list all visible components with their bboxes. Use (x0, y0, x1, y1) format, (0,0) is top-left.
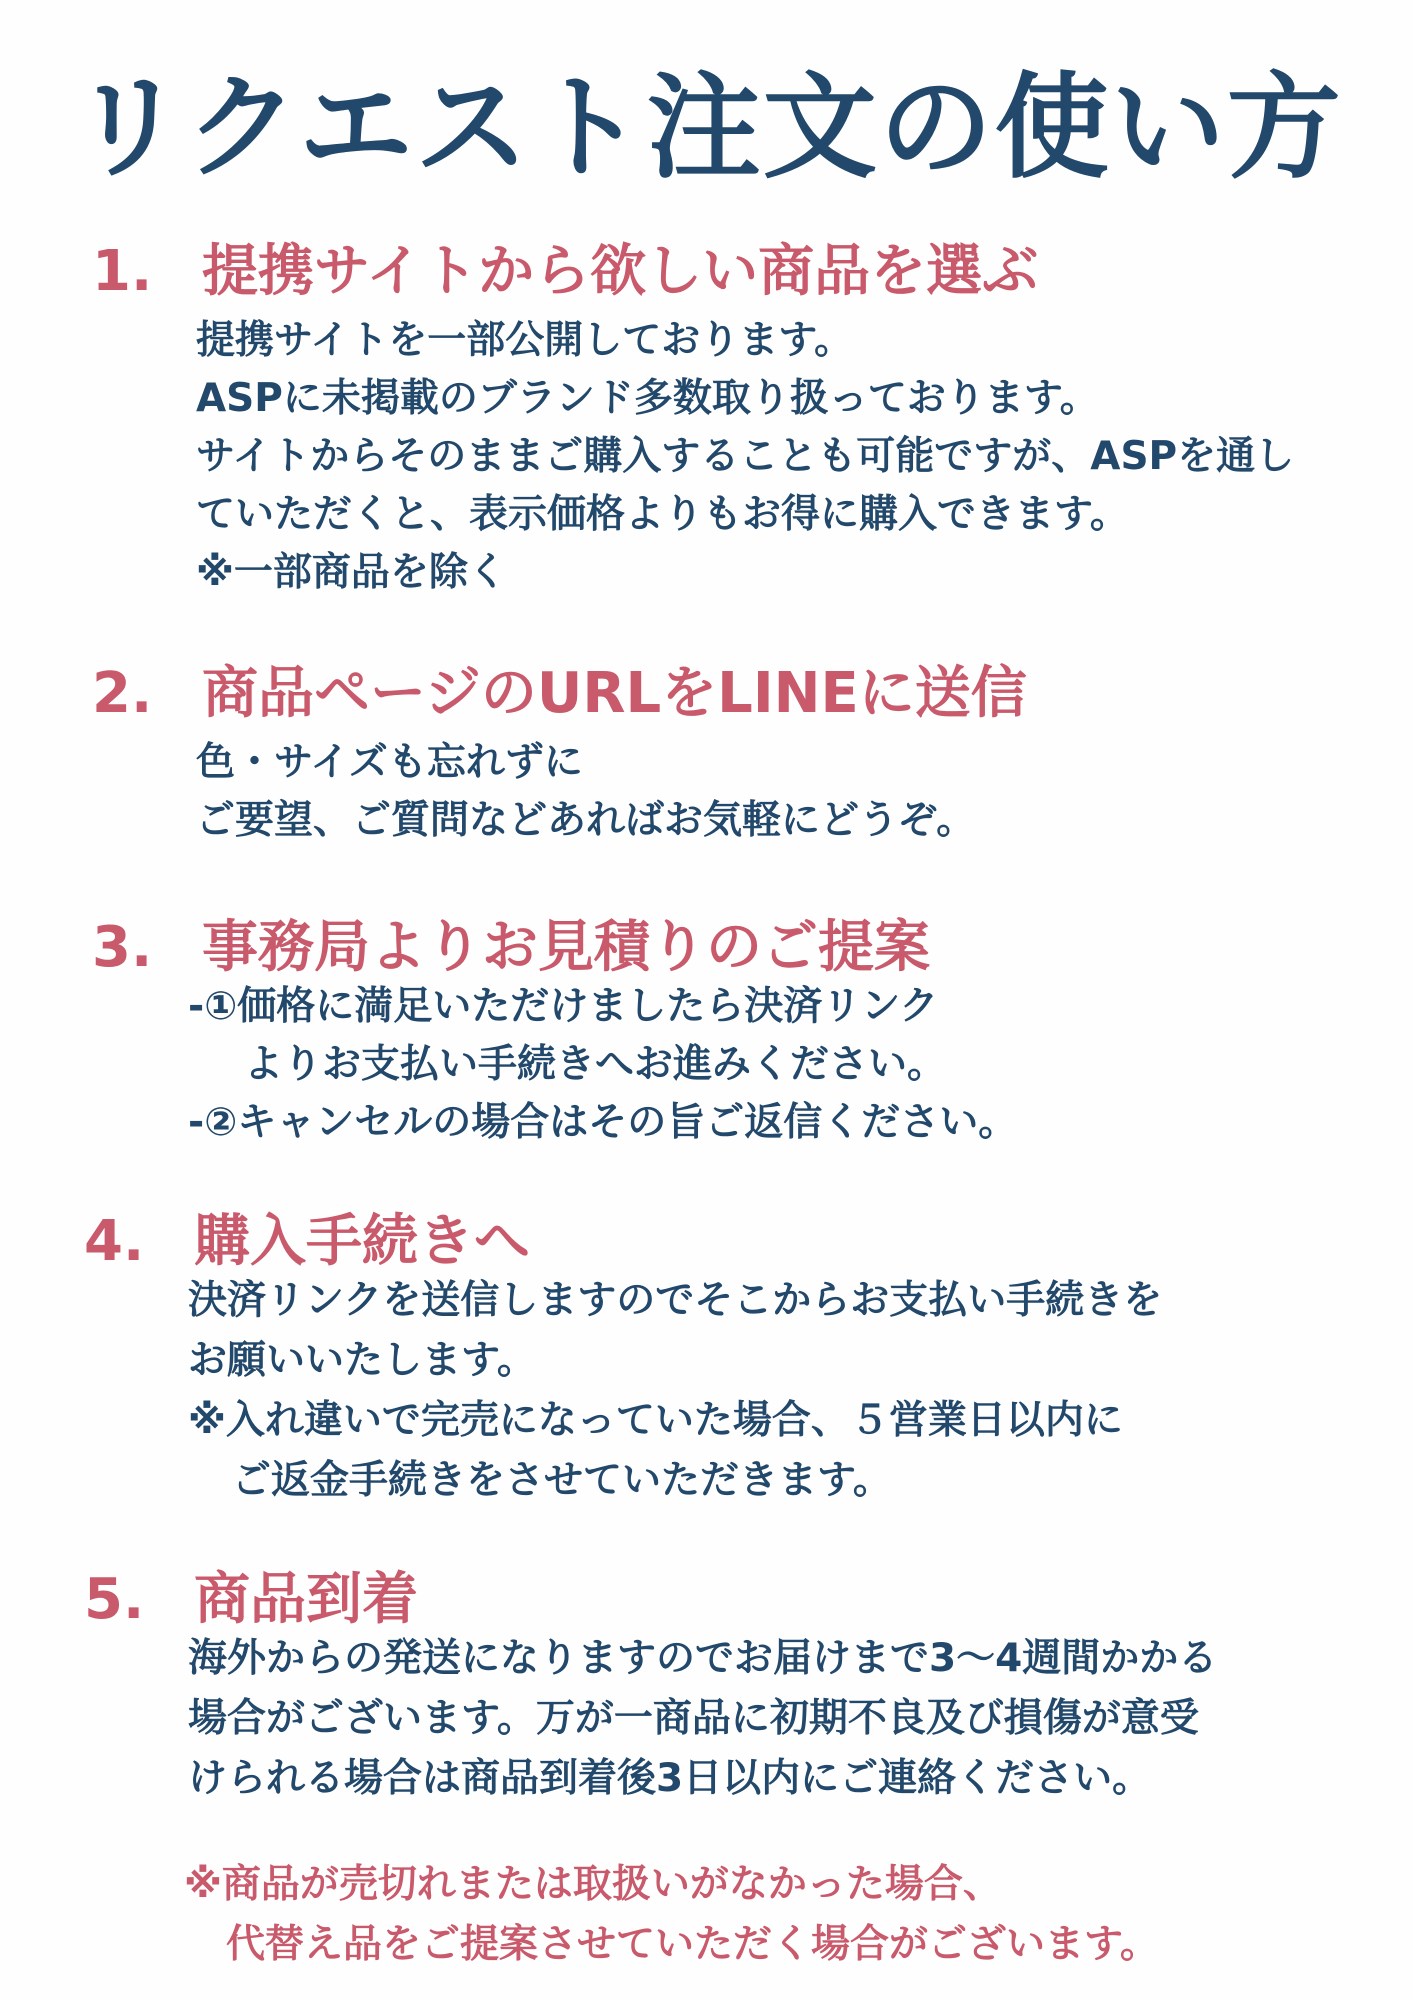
footer-note-line-1: ※商品が売切れまたは取扱いがなかった場合、 (184, 1862, 1002, 1907)
step-4-line-1: 決済リンクを送信しますのでそこからお支払い手続きを (188, 1278, 1163, 1323)
step-3-number: 3. (92, 915, 153, 980)
footer-note-line-2: 代替え品をご提案させていただく場合がございます。 (226, 1922, 1159, 1967)
step-5-heading (84, 1566, 418, 1634)
step-3-heading (92, 914, 930, 982)
step-4-line-3: ※入れ違いで完売になっていた場合、５営業日以内に (188, 1398, 1123, 1443)
step-3-line-2: よりお支払い手続きへお進みください。 (244, 1042, 947, 1087)
step-1-line-1: 提携サイトを一部公開しております。 (196, 318, 854, 363)
step-2-line-1: 色・サイズも忘れずに (196, 740, 583, 785)
step-2-number: 2. (92, 661, 153, 726)
step-5-line-3: けられる場合は商品到着後3日以内にご連絡ください。 (188, 1756, 1152, 1801)
step-5-number: 5. (84, 1567, 145, 1632)
page-title: リクエスト注文の使い方 (71, 61, 1343, 194)
step-5-line-2: 場合がございます。万が一商品に初期不良及び損傷が意受 (188, 1696, 1199, 1741)
step-4-heading (84, 1208, 530, 1276)
step-1-line-5: ※一部商品を除く (196, 550, 507, 595)
step-4-number: 4. (84, 1209, 145, 1274)
step-5-title: 商品到着 (194, 1567, 418, 1632)
step-4-title: 購入手続きへ (194, 1209, 530, 1274)
step-4-line-4: ご返金手続きをさせていただきます。 (232, 1458, 892, 1503)
step-1-heading (92, 238, 1038, 306)
step-4-line-2: お願いいたします。 (188, 1338, 536, 1383)
step-2-title: 商品ページのURLをLINEに送信 (202, 661, 1027, 726)
step-3-line-3: -②キャンセルの場合はその旨ご返信ください。 (188, 1100, 1018, 1145)
step-5-line-1: 海外からの発送になりますのでお届けまで3〜4週間かかる (188, 1636, 1218, 1681)
step-1-title: 提携サイトから欲しい商品を選ぶ (202, 239, 1039, 304)
step-3-line-1: -①価格に満足いただけましたら決済リンク (188, 984, 939, 1029)
step-1-line-3: サイトからそのままご購入することも可能ですが、ASPを通し (196, 434, 1295, 479)
step-1-line-2: ASPに未掲載のブランド多数取り扱っております。 (196, 376, 1099, 421)
step-2-heading (92, 660, 1027, 728)
step-3-title: 事務局よりお見積りのご提案 (202, 915, 930, 980)
step-1-line-4: ていただくと、表示価格よりもお得に購入できます。 (196, 492, 1129, 537)
step-2-line-2: ご要望、ご質問などあればお気軽にどうぞ。 (196, 798, 976, 843)
step-1-number: 1. (92, 239, 153, 304)
